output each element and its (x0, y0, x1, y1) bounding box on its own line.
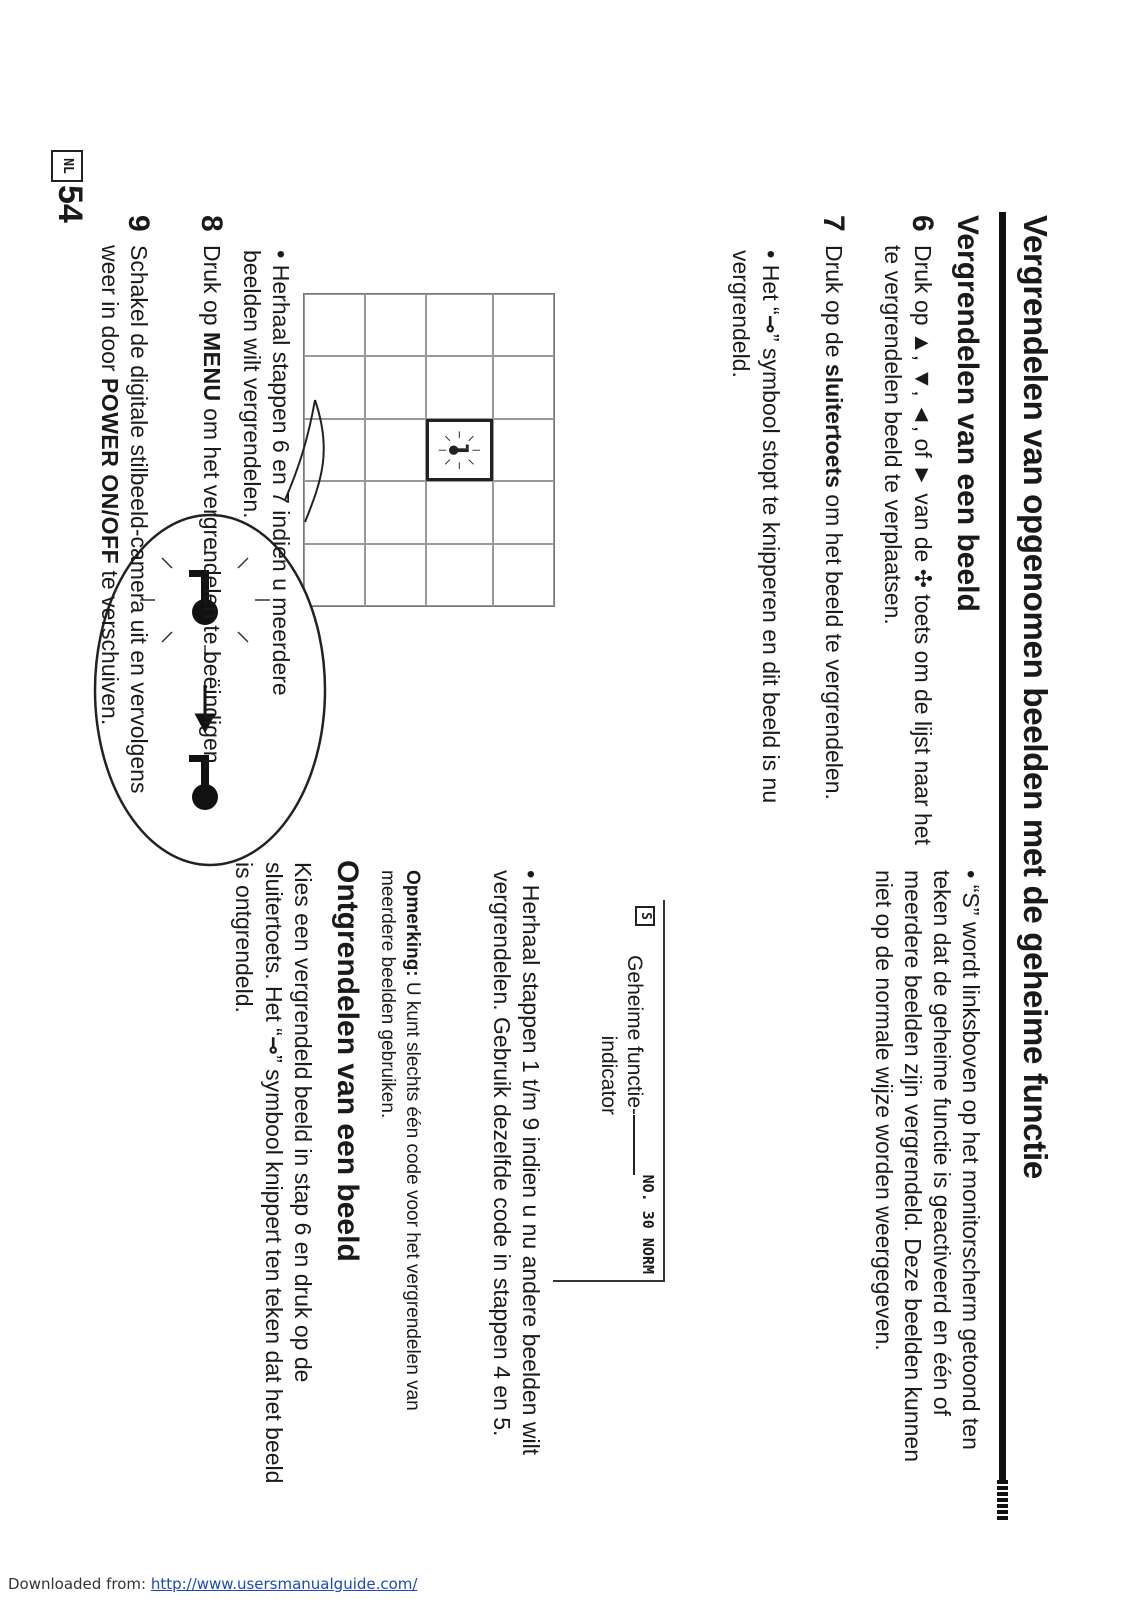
step-7-text-a: Druk op de (821, 245, 847, 358)
shutter-key-label: sluitertoets (821, 363, 847, 488)
grid-cell (426, 294, 493, 356)
grid-cell (493, 481, 554, 543)
section-heading-unlock: Ontgrendelen van een beeld (331, 860, 364, 1262)
bullet-secret-s-text: “S” wordt linksboven op het monitorscherm getoond ten teken dat de geheime functie is geactiveerd en één of meerdere beelden zijn vergrendeld. Deze beelden kunnen niet op de normale wijze worden weergegeven. (871, 870, 984, 1463)
title-rule (999, 212, 1006, 1480)
note-text: U kunt slechts één code voor het vergrendelen van meerdere beelden gebruiken. (377, 870, 423, 1411)
selected-grid-cell (426, 419, 493, 481)
step-9-text (95, 245, 153, 845)
download-prefix: Downloaded from: (8, 1575, 151, 1593)
page-title: Vergrendelen van opgenomen beelden met de geheime functie (1017, 215, 1054, 1179)
blinking-key-icon (429, 422, 490, 478)
key-icon: ⊸ (757, 314, 783, 334)
secret-function-indicator: S (635, 906, 655, 926)
bullet-lock-blink-a: Het “ (758, 264, 784, 315)
title-rule-end (997, 1480, 1008, 1522)
indicator-leader-line (633, 1115, 635, 1175)
grid-cell (426, 356, 493, 418)
bullet-dot: • (517, 870, 544, 879)
step-8-text (197, 245, 226, 845)
bullet-lock-repeat-text: Herhaal stappen 6 en 7 indien u meerdere beelden wilt vergrendelen. (239, 250, 294, 696)
step-9-number: 9 (122, 215, 155, 232)
note-label: Opmerking: (402, 870, 423, 977)
step-8-text-b: om het vergrendelen te beëindigen. (199, 408, 225, 770)
unlock-text (229, 862, 317, 1492)
grid-cell (493, 294, 554, 356)
step-7-text-b: om het beeld te vergrendelen. (821, 494, 847, 800)
download-link[interactable]: http://www.usersmanualguide.com/ (150, 1575, 418, 1593)
step-6-text-b: toets om de lijst naar het te vergrendelen beeld te verplaatsen. (880, 245, 936, 845)
bullet-dot: • (267, 250, 294, 259)
indicator-label: Geheime functie-indicator (597, 955, 646, 1115)
grid-cell (493, 356, 554, 418)
grid-cell (493, 419, 554, 481)
step-7-number: 7 (817, 215, 850, 232)
download-footer (8, 1575, 417, 1593)
bullet-lock-repeat (237, 250, 295, 770)
bullet-repeat-all (487, 870, 545, 1495)
step-8-number: 8 (195, 215, 228, 232)
grid-cell (493, 544, 554, 606)
bullet-lock-blink (726, 250, 785, 850)
step-6-text (878, 245, 937, 845)
bullet-lock-blink-b: ” symbool stopt te knipperen en dit beeld is nu vergrendeld. (728, 250, 784, 804)
step-9-text-b: te verschuiven. (97, 570, 123, 726)
language-badge: NL (51, 150, 83, 182)
step-7-text (819, 245, 848, 845)
page-number: 54 (51, 185, 89, 223)
note (375, 870, 425, 1495)
key-icon: ⊸ (260, 1035, 286, 1056)
bullet-repeat-all-text: Herhaal stappen 1 t/m 9 indien u nu andere beelden wilt vergrendelen. Gebruik dezelfde code in stappen 4 en 5. (489, 870, 544, 1456)
unlock-text-b: ” symbool knippert ten teken dat het beeld is ontgrendeld. (231, 862, 287, 1484)
menu-key-label: MENU (199, 331, 225, 402)
step-9-text-a: Schakel de digitale stilbeeld-camera uit en vervolgens weer in door (97, 245, 152, 794)
joystick-icon: ✣ (909, 568, 935, 589)
bullet-dot: • (957, 870, 984, 879)
monitor-frame-info: NO. 30 NORM (639, 1174, 657, 1274)
bullet-secret-s (869, 870, 985, 1495)
step-6-number: 6 (906, 215, 939, 232)
unlock-text-a: Kies een vergrendeld beeld in stap 6 en druk op de sluitertoets. Het “ (261, 862, 316, 1383)
step-6-text-a: Druk op ▲, ▼, ◄, of ► van de (910, 245, 936, 563)
power-switch-label: POWER ON/OFF (97, 377, 123, 565)
section-heading-lock: Vergrendelen van een beeld (951, 215, 984, 612)
grid-cell (426, 544, 493, 606)
bullet-dot: • (757, 250, 784, 259)
grid-cell (426, 481, 493, 543)
step-8-text-a: Druk op (199, 245, 225, 326)
